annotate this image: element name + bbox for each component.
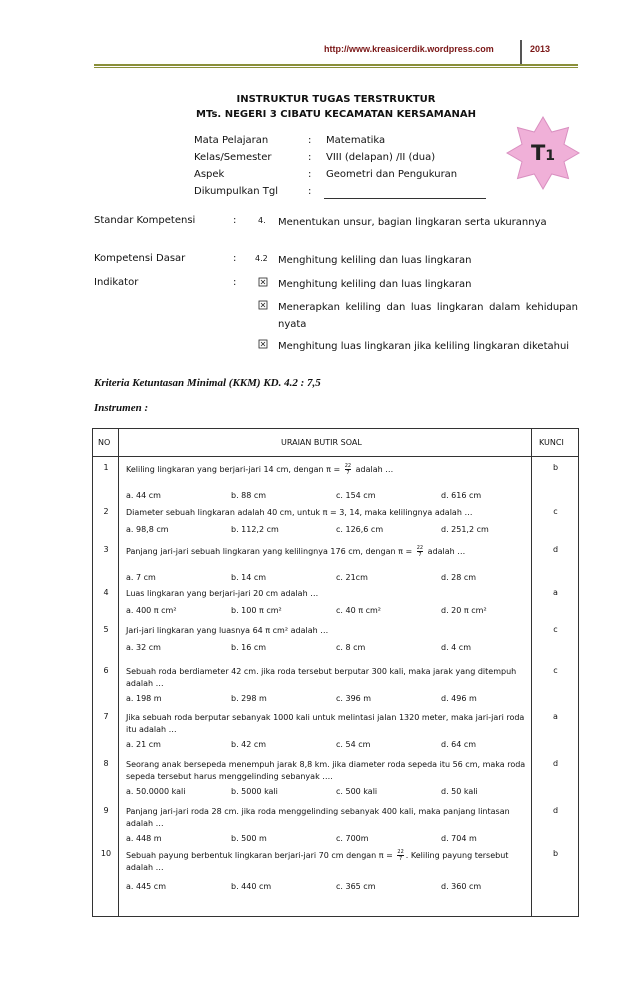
- col-header-soal: URAIAN BUTIR SOAL: [281, 438, 362, 447]
- instrumen-heading: Instrumen :: [94, 402, 149, 414]
- answer-option: b. 100 π cm²: [231, 606, 282, 615]
- question-text-part: Luas lingkaran yang berjari-jari 20 cm adalah …: [126, 589, 319, 598]
- answer-option: c. 700m: [336, 834, 369, 843]
- answer-option: c. 396 m: [336, 694, 372, 703]
- question-text-part: adalah …: [425, 547, 466, 556]
- answer-option: a. 50.0000 kali: [126, 787, 186, 796]
- question-number: 7: [103, 712, 109, 721]
- question-text-part: Seorang anak bersepeda menempuh jarak 8,8 km. jika diameter roda sepeda itu 56 cm, maka roda sepeda tersebut harus menggelinding sebanyak ….: [126, 760, 526, 781]
- answer-option: c. 8 cm: [336, 643, 366, 652]
- answer-option: b. 16 cm: [231, 643, 267, 652]
- standar-text: Menentukan unsur, bagian lingkaran serta ukurannya: [278, 217, 547, 228]
- header-rule-thin: [94, 67, 578, 68]
- info-label: Mata Pelajaran: [194, 135, 269, 146]
- question-text: [126, 545, 530, 558]
- question-number: 6: [103, 666, 109, 675]
- question-text-part: . Keliling payung tersebut adalah …: [126, 851, 509, 872]
- kompetensi-colon: :: [233, 253, 237, 264]
- indikator-item: Menerapkan keliling dan luas lingkaran dalam kehidupan nyata: [278, 302, 578, 330]
- answer-option: d. 64 cm: [441, 740, 477, 749]
- task-badge: [505, 115, 581, 191]
- answer-option: d. 496 m: [441, 694, 477, 703]
- answer-option: a. 445 cm: [126, 882, 166, 891]
- kompetensi-number: 4.2: [255, 254, 268, 263]
- question-text-part: Panjang jari-jari roda 28 cm. jika roda menggelinding sebanyak 400 kali, maka panjang lintasan adalah …: [126, 807, 510, 828]
- answer-option: d. 704 m: [441, 834, 477, 843]
- kompetensi-text: Menghitung keliling dan luas lingkaran: [278, 255, 472, 266]
- answer-option: a. 198 m: [126, 694, 162, 703]
- info-value: Matematika: [326, 135, 386, 146]
- fraction-numerator: 22: [344, 463, 352, 469]
- answer-key: c: [553, 625, 558, 634]
- answer-option: d. 4 cm: [441, 643, 471, 652]
- fraction: [417, 545, 423, 558]
- kkm-heading: Kriteria Ketuntasan Minimal (KKM) KD. 4.2 : 7,5: [94, 377, 321, 389]
- answer-option: d. 50 kali: [441, 787, 478, 796]
- answer-key: a: [553, 712, 558, 721]
- fraction-denominator: 7: [418, 552, 422, 558]
- standar-colon: :: [233, 215, 237, 226]
- indikator-item: Menghitung keliling dan luas lingkaran: [278, 279, 472, 290]
- answer-option: c. 500 kali: [336, 787, 378, 796]
- answer-option: c. 126,6 cm: [336, 525, 384, 534]
- answer-option: b. 298 m: [231, 694, 267, 703]
- answer-option: c. 154 cm: [336, 491, 376, 500]
- answer-key: c: [553, 507, 558, 516]
- answer-option: b. 500 m: [231, 834, 267, 843]
- answer-option: b. 14 cm: [231, 573, 267, 582]
- answer-option: d. 251,2 cm: [441, 525, 489, 534]
- answer-option: b. 112,2 cm: [231, 525, 279, 534]
- info-value: Geometri dan Pengukuran: [326, 169, 458, 180]
- answer-option: a. 21 cm: [126, 740, 161, 749]
- info-label: Kelas/Semester: [194, 152, 272, 163]
- info-row-subject: [194, 135, 494, 152]
- answer-option: b. 440 cm: [231, 882, 272, 891]
- answer-option: b. 42 cm: [231, 740, 267, 749]
- badge-label: T1: [530, 141, 556, 165]
- info-value: VIII (delapan) /II (dua): [326, 152, 436, 163]
- question-text-part: Sebuah roda berdiameter 42 cm. jika roda tersebut berputar 300 kali, maka jarak yang ditempuh adalah …: [126, 667, 517, 688]
- info-label: Dikumpulkan Tgl: [194, 186, 278, 197]
- fraction-denominator: 7: [399, 856, 403, 862]
- answer-option: c. 365 cm: [336, 882, 376, 891]
- fraction-numerator: 22: [397, 849, 404, 855]
- question-number: 10: [100, 849, 112, 858]
- question-table: [92, 428, 579, 917]
- indikator-colon: :: [233, 277, 237, 288]
- fraction-denominator: 7: [346, 470, 350, 476]
- answer-key: d: [552, 759, 559, 768]
- question-number: 1: [103, 463, 109, 472]
- question-text-part: Jika sebuah roda berputar sebanyak 1000 kali untuk melintasi jalan 1320 meter, maka jari-jari roda itu adalah …: [126, 713, 525, 734]
- bullet-icon: [258, 300, 268, 313]
- col-divider: [531, 429, 532, 916]
- answer-option: b. 5000 kali: [231, 787, 278, 796]
- fraction-numerator: 22: [416, 545, 424, 551]
- page-header: [0, 40, 638, 60]
- answer-option: b. 88 cm: [231, 491, 267, 500]
- header-url[interactable]: http://www.kreasicerdik.wordpress.com: [324, 44, 494, 54]
- question-text: [126, 712, 530, 736]
- kompetensi-label: Kompetensi Dasar: [94, 253, 186, 264]
- question-number: 8: [103, 759, 109, 768]
- info-block: [194, 135, 494, 203]
- question-number: 3: [103, 545, 109, 554]
- question-text: [126, 507, 530, 519]
- answer-option: c. 54 cm: [336, 740, 371, 749]
- standar-number: 4.: [258, 216, 266, 225]
- info-label: Aspek: [194, 169, 225, 180]
- document-title: INSTRUKTUR TUGAS TERSTRUKTUR: [236, 94, 436, 105]
- header-separator: [520, 40, 522, 64]
- answer-key: b: [552, 849, 559, 858]
- answer-option: a. 400 π cm²: [126, 606, 177, 615]
- indikator-item: Menghitung luas lingkaran jika keliling lingkaran diketahui: [278, 341, 570, 352]
- answer-key: a: [553, 588, 558, 597]
- question-text: [126, 759, 530, 783]
- question-text-part: adalah …: [353, 465, 394, 474]
- question-text-part: Panjang jari-jari sebuah lingkaran yang kelilingnya 176 cm, dengan π =: [126, 547, 415, 556]
- answer-option: c. 40 π cm²: [336, 606, 381, 615]
- answer-option: a. 98,8 cm: [126, 525, 169, 534]
- col-header-no: NO: [98, 438, 111, 447]
- answer-option: a. 7 cm: [126, 573, 156, 582]
- question-text: [126, 806, 530, 830]
- question-text-part: Keliling lingkaran yang berjari-jari 14 cm, dengan π =: [126, 465, 343, 474]
- header-rule: [94, 64, 578, 66]
- info-colon: :: [308, 135, 312, 146]
- answer-option: d. 28 cm: [441, 573, 477, 582]
- due-date-line: [324, 198, 486, 199]
- fraction: [397, 849, 403, 862]
- info-row-class: [194, 152, 494, 169]
- school-name: MTs. NEGERI 3 CIBATU KECAMATAN KERSAMANAH: [196, 109, 476, 120]
- info-colon: :: [308, 186, 312, 197]
- question-text: [126, 463, 530, 476]
- question-text-part: Diameter sebuah lingkaran adalah 40 cm, untuk π = 3, 14, maka kelilingnya adalah …: [126, 508, 473, 517]
- info-row-aspect: [194, 169, 494, 186]
- answer-option: d. 616 cm: [441, 491, 482, 500]
- answer-option: a. 448 m: [126, 834, 162, 843]
- answer-option: a. 44 cm: [126, 491, 161, 500]
- answer-key: d: [552, 806, 559, 815]
- question-text: [126, 588, 530, 600]
- answer-key: b: [552, 463, 559, 472]
- question-text-part: Sebuah payung berbentuk lingkaran berjari-jari 70 cm dengan π =: [126, 851, 396, 860]
- answer-option: c. 21cm: [336, 573, 368, 582]
- header-divider: [93, 456, 578, 457]
- info-colon: :: [308, 152, 312, 163]
- question-text: [126, 625, 530, 637]
- col-header-kunci: KUNCI: [539, 438, 564, 447]
- info-colon: :: [308, 169, 312, 180]
- standar-label: Standar Kompetensi: [94, 215, 196, 226]
- fraction: [345, 463, 351, 476]
- question-text-part: Jari-jari lingkaran yang luasnya 64 π cm² adalah …: [126, 626, 329, 635]
- question-number: 5: [103, 625, 109, 634]
- question-number: 2: [103, 507, 109, 516]
- answer-option: d. 20 π cm²: [441, 606, 487, 615]
- question-number: 4: [103, 588, 109, 597]
- question-text: [126, 666, 530, 690]
- answer-key: d: [552, 545, 559, 554]
- answer-key: c: [553, 666, 558, 675]
- indikator-label: Indikator: [94, 277, 139, 288]
- header-year: 2013: [530, 44, 551, 54]
- question-text: [126, 849, 530, 874]
- answer-option: a. 32 cm: [126, 643, 161, 652]
- question-number: 9: [103, 806, 109, 815]
- bullet-icon: [258, 339, 268, 352]
- answer-option: d. 360 cm: [441, 882, 482, 891]
- info-row-due-date: [194, 186, 494, 203]
- bullet-icon: [258, 277, 268, 290]
